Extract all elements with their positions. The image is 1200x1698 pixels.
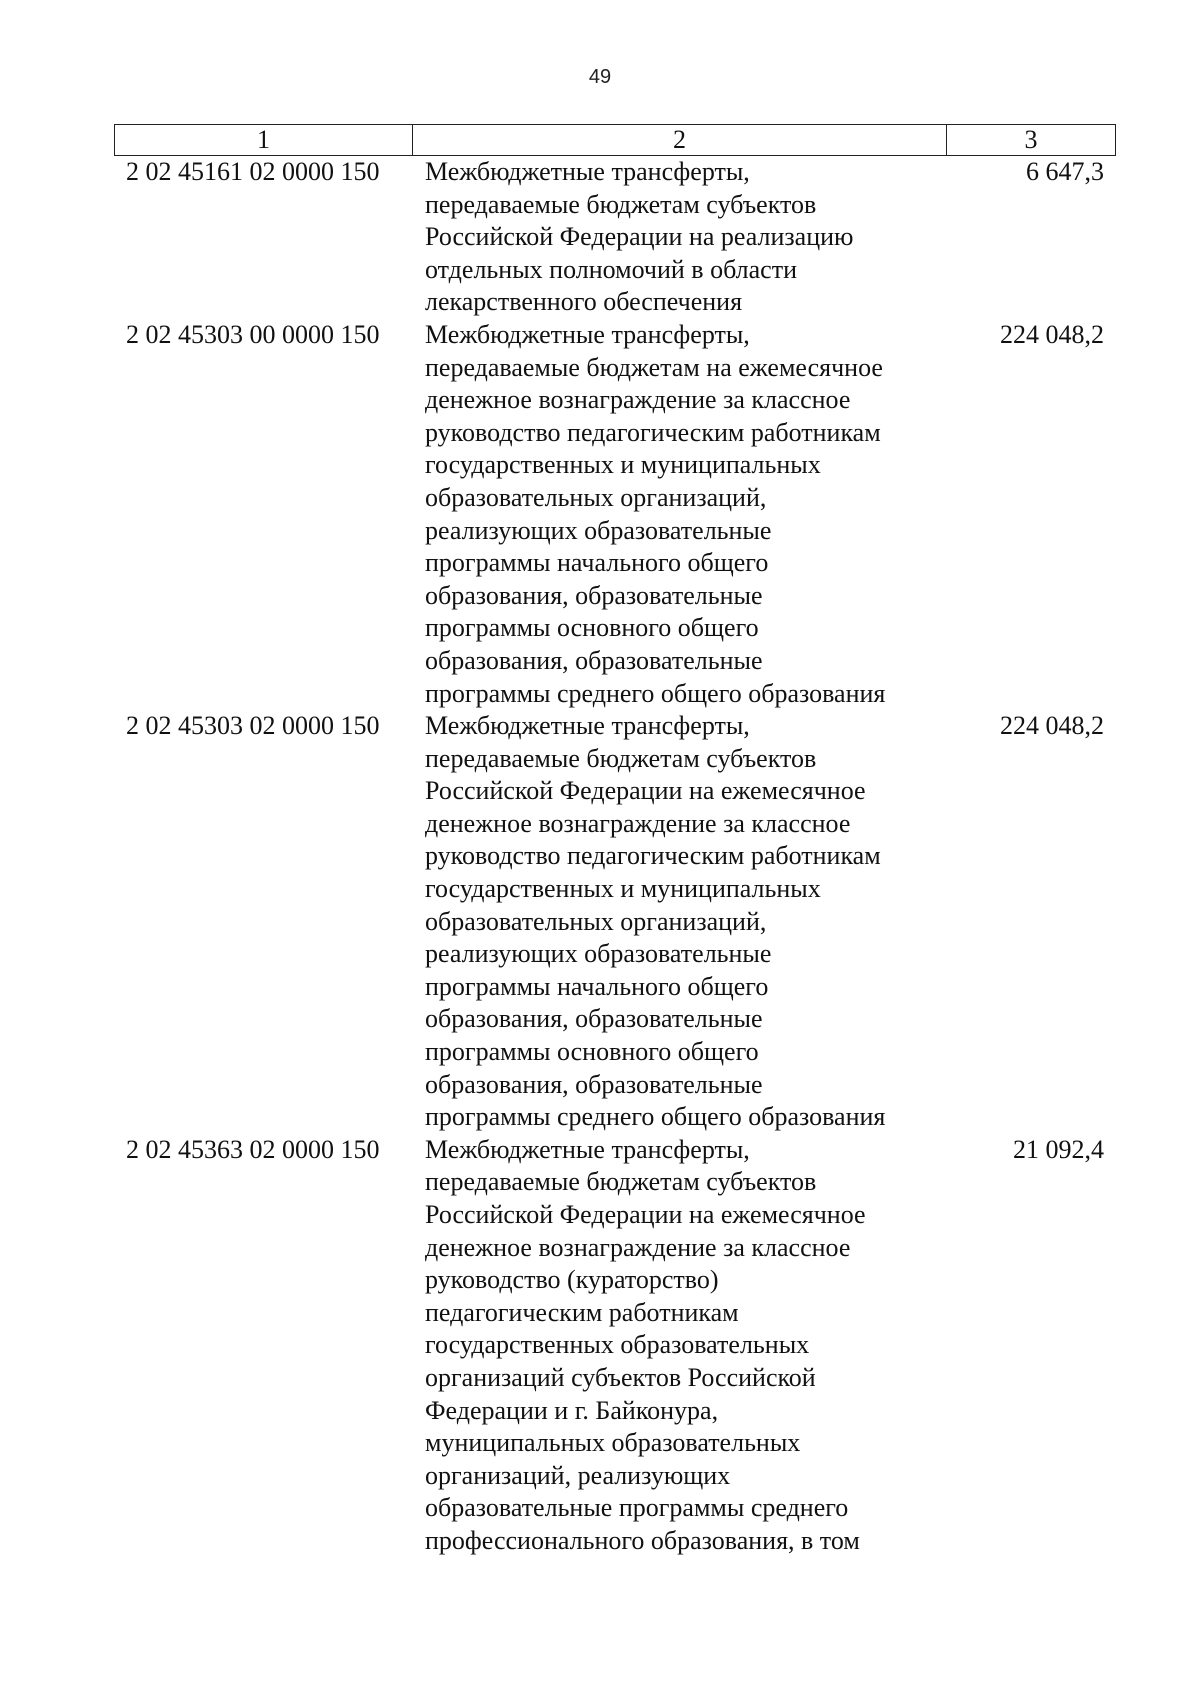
- table-row: [114, 156, 1116, 319]
- description-line: педагогическим работникам: [425, 1297, 739, 1327]
- header-col-1: 1: [114, 124, 413, 156]
- budget-code: 2 02 45161 02 0000 150: [126, 157, 380, 186]
- table-row: [114, 319, 1116, 710]
- description-line: организаций, реализующих: [425, 1460, 731, 1490]
- description-line: отдельных полномочий в области: [425, 254, 797, 284]
- description-line: программы среднего общего образования: [425, 1102, 886, 1132]
- description-line: лекарственного обеспечения: [425, 287, 743, 317]
- description-line: Российской Федерации на реализацию: [425, 222, 854, 252]
- description-line: передаваемые бюджетам субъектов: [425, 1167, 817, 1197]
- description-line: программы основного общего: [425, 613, 759, 643]
- description-line: программы среднего общего образования: [425, 678, 886, 708]
- budget-code: 2 02 45303 02 0000 150: [126, 711, 380, 741]
- description-line: передаваемые бюджетам субъектов: [425, 743, 817, 773]
- description-line: руководство (кураторство): [425, 1265, 719, 1295]
- description-line: образовательных организаций,: [425, 906, 767, 936]
- description-line: реализующих образовательные: [425, 939, 772, 969]
- budget-description: [413, 1134, 947, 1558]
- description-line: передаваемые бюджетам на ежемесячное: [425, 352, 883, 382]
- table-header: [114, 124, 1116, 156]
- description-line: образования, образовательные: [425, 580, 763, 610]
- budget-description: [413, 319, 947, 710]
- description-line: денежное вознаграждение за классное: [425, 808, 851, 838]
- description-line: Российской Федерации на ежемесячное: [425, 776, 866, 806]
- description-line: денежное вознаграждение за классное: [425, 385, 851, 415]
- budget-amount: 6 647,3: [1026, 157, 1104, 186]
- description-line: программы начального общего: [425, 971, 769, 1001]
- description-line: организаций субъектов Российской: [425, 1362, 816, 1392]
- description-line: руководство педагогическим работникам: [425, 417, 881, 447]
- description-line: Межбюджетные трансферты,: [425, 711, 750, 741]
- budget-description: [413, 156, 947, 319]
- description-line: образования, образовательные: [425, 1004, 763, 1034]
- header-col-2: 2: [413, 124, 947, 156]
- page-number: 49: [588, 66, 612, 88]
- budget-amount: 224 048,2: [1000, 319, 1104, 349]
- description-line: Межбюджетные трансферты,: [425, 157, 750, 186]
- description-line: государственных и муниципальных: [425, 450, 821, 480]
- description-line: передаваемые бюджетам субъектов: [425, 189, 817, 219]
- description-line: образования, образовательные: [425, 1069, 763, 1099]
- table-row: [114, 1134, 1116, 1558]
- budget-code: 2 02 45363 02 0000 150: [126, 1134, 380, 1164]
- description-line: руководство педагогическим работникам: [425, 841, 881, 871]
- budget-amount: 21 092,4: [1013, 1134, 1104, 1164]
- description-line: Межбюджетные трансферты,: [425, 1134, 750, 1164]
- description-line: программы начального общего: [425, 548, 769, 578]
- description-line: образовательные программы среднего: [425, 1493, 849, 1523]
- description-line: муниципальных образовательных: [425, 1428, 801, 1458]
- description-line: образования, образовательные: [425, 645, 763, 675]
- budget-description: [413, 710, 947, 1134]
- budget-amount: 224 048,2: [1000, 711, 1104, 741]
- description-line: Российской Федерации на ежемесячное: [425, 1200, 866, 1229]
- description-line: образовательных организаций,: [425, 482, 767, 512]
- description-line: программы основного общего: [425, 1037, 759, 1067]
- description-line: денежное вознаграждение за классное: [425, 1232, 851, 1262]
- description-line: Федерации и г. Байконура,: [425, 1395, 719, 1425]
- budget-code: 2 02 45303 00 0000 150: [126, 319, 380, 349]
- description-line: реализующих образовательные: [425, 515, 772, 545]
- description-line: государственных и муниципальных: [425, 874, 821, 904]
- table-body: [114, 156, 1116, 1558]
- description-line: Межбюджетные трансферты,: [425, 319, 750, 349]
- description-line: государственных образовательных: [425, 1330, 810, 1360]
- header-col-3: 3: [947, 124, 1116, 156]
- description-line: профессионального образования, в том: [425, 1525, 860, 1555]
- table-row: [114, 710, 1116, 1134]
